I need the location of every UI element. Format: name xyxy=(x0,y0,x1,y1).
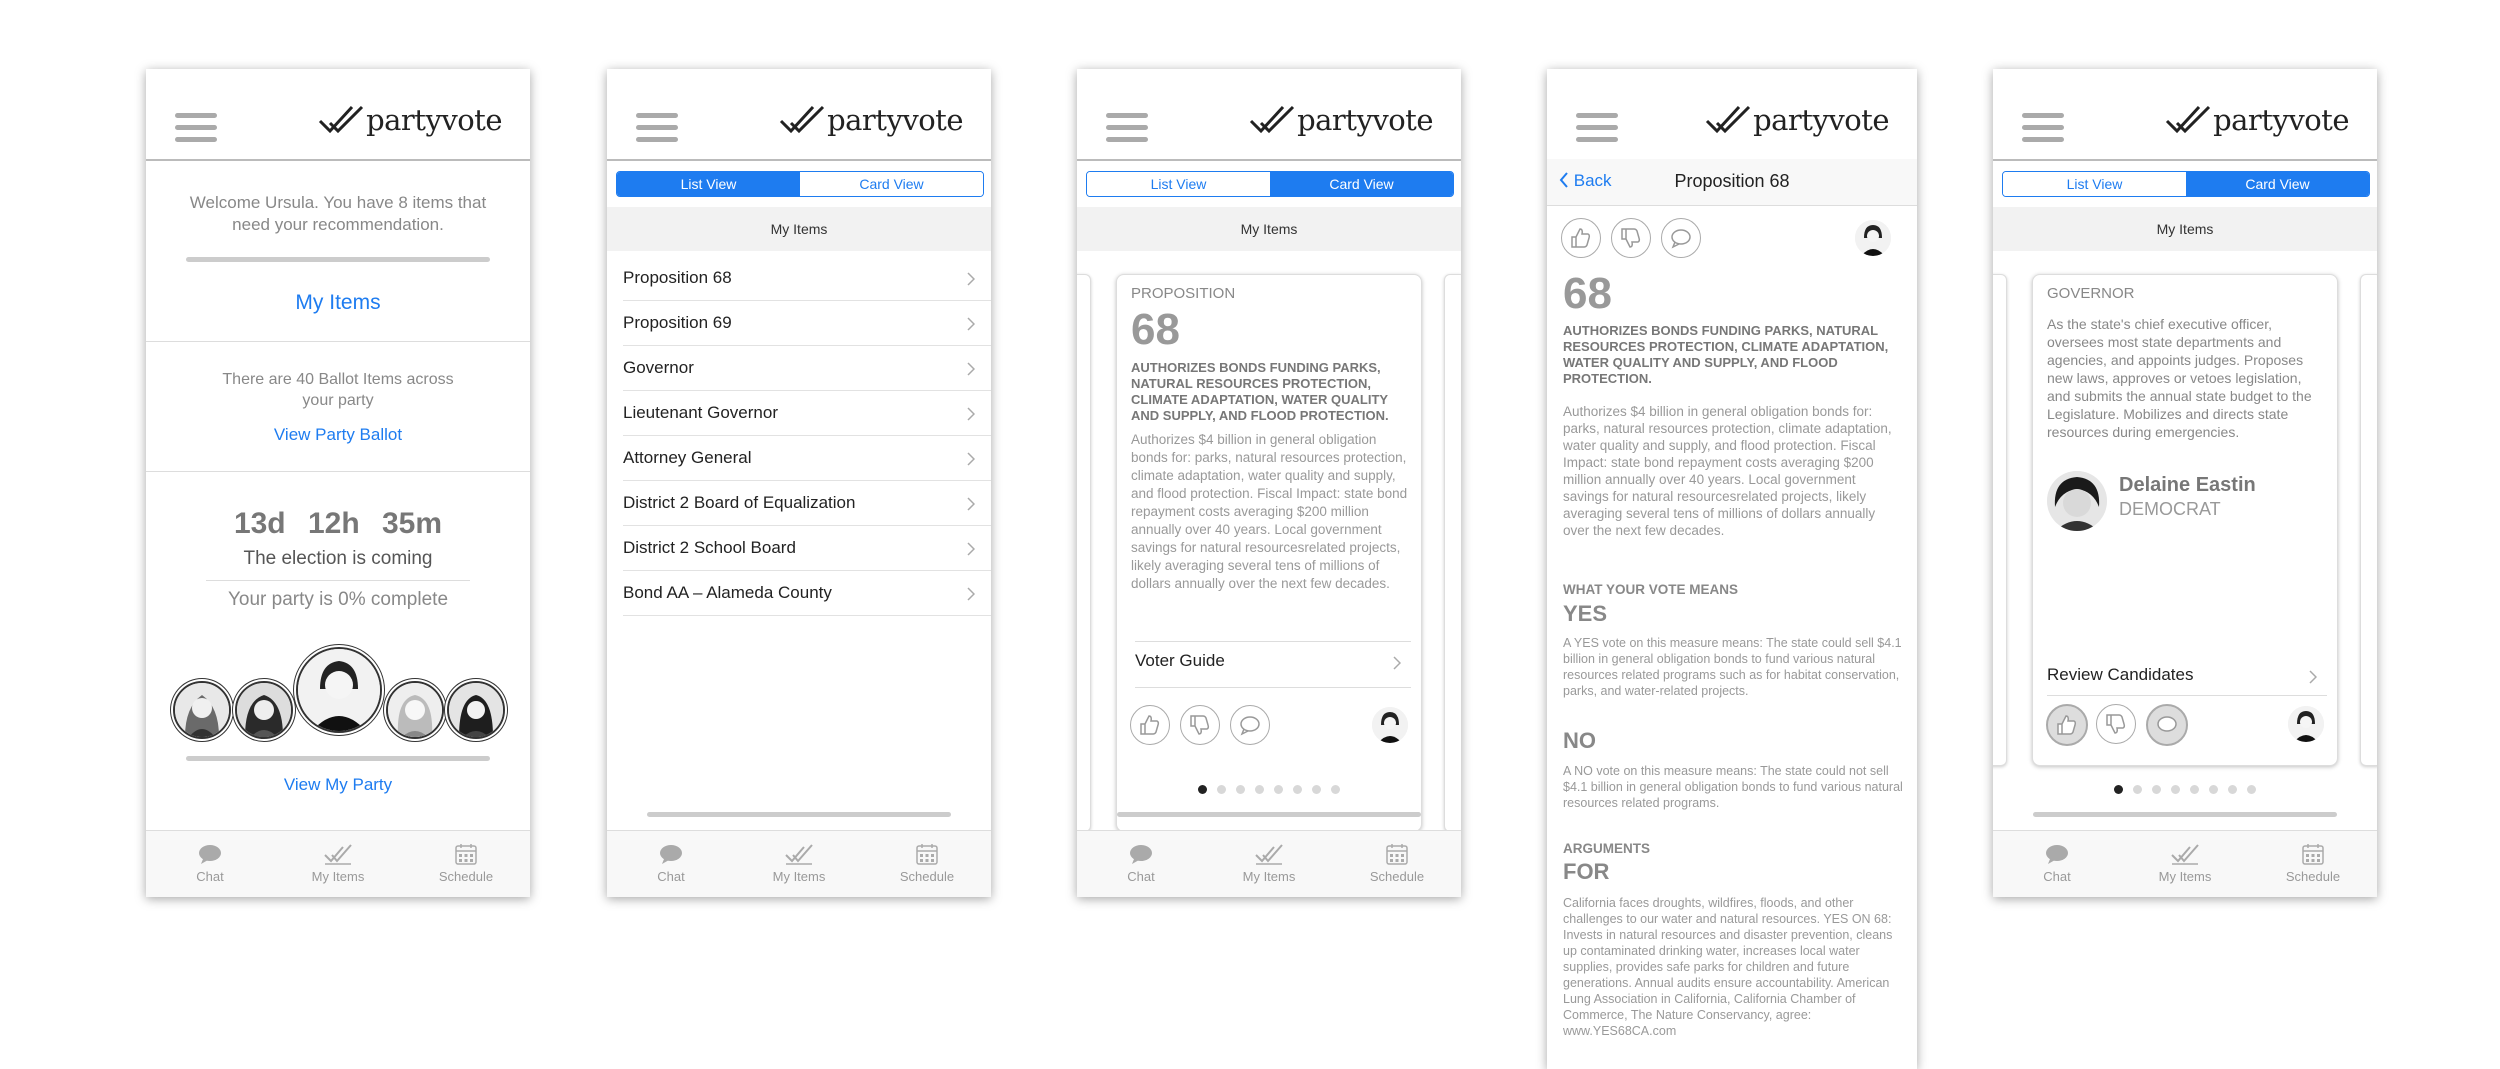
app-logo xyxy=(318,103,502,137)
tab-label: Chat xyxy=(2043,869,2071,884)
chat-bubble-icon xyxy=(658,843,684,865)
section-header: My Items xyxy=(1077,207,1461,251)
card-category: PROPOSITION xyxy=(1131,285,1236,302)
election-coming-text: The election is coming xyxy=(243,548,433,569)
person-portrait-icon xyxy=(2047,471,2107,531)
no-explanation: A NO vote on this measure means: The state could not sell $4.1 billion in general obligation bonds to fund various natural resources related programs. xyxy=(1563,764,1903,810)
countdown-timer: 13d 12h 35m xyxy=(233,507,443,540)
thumbs-up-icon xyxy=(2055,713,2079,737)
tab-bar xyxy=(607,830,991,897)
proposition-title: AUTHORIZES BONDS FUNDING PARKS, NATURAL RESOURCES PROTECTION, CLIMATE ADAPTATION, WATER QUALITY AND SUPPLY, AND FLOOD PROTECTION. xyxy=(1131,360,1389,423)
tab-bar xyxy=(146,830,530,897)
ballot-items-text: There are 40 Ballot Items across your party xyxy=(222,371,454,409)
chevron-right-icon xyxy=(967,407,975,421)
list-view-tab[interactable]: List View xyxy=(617,172,800,196)
chevron-right-icon xyxy=(967,272,975,286)
checkmark-logo-icon xyxy=(1705,103,1751,137)
divider xyxy=(2047,695,2327,696)
app-logo xyxy=(2165,103,2349,137)
list-view-tab[interactable]: List View xyxy=(2003,172,2186,196)
review-candidates-link[interactable]: Review Candidates xyxy=(2047,665,2194,684)
tab-my-items[interactable] xyxy=(1205,831,1333,897)
app-logo xyxy=(779,103,963,137)
chat-bubble-icon xyxy=(2044,843,2070,865)
tab-label: Chat xyxy=(657,869,685,884)
checkmark-logo-icon xyxy=(2165,103,2211,137)
person-portrait-icon xyxy=(2288,706,2324,742)
tab-chat[interactable] xyxy=(1077,831,1205,897)
brand-name: partyvote xyxy=(2213,103,2349,137)
page-indicator xyxy=(1077,781,1461,799)
proposition-summary: Authorizes $4 billion in general obligation bonds for: parks, natural resources protection, climate adaptation, water quality and supply, and flood protection. Fiscal Impact: state bond repayment costs averaging $200 million annually over 40 years. Local government savings for natural resourcesrelated projects, likely averaging several tens of millions of dollars annually over the next few decades. xyxy=(1131,432,1408,591)
comment-button[interactable] xyxy=(2146,704,2188,746)
list-item-label: District 2 School Board xyxy=(623,538,796,557)
thumbs-down-button[interactable] xyxy=(2096,704,2136,744)
person-portrait-icon xyxy=(1372,707,1408,743)
thumbs-up-button[interactable] xyxy=(2046,704,2088,746)
proposition-number: 68 xyxy=(1563,269,1612,318)
tab-chat[interactable] xyxy=(146,831,274,897)
person-portrait-icon xyxy=(388,683,442,737)
list-item-label: Bond AA – Alameda County xyxy=(623,583,832,602)
list-item-label: Proposition 68 xyxy=(623,268,732,287)
menu-icon[interactable] xyxy=(2022,113,2064,143)
app-header xyxy=(1547,69,1917,161)
list-item[interactable] xyxy=(623,256,991,301)
section-header: My Items xyxy=(607,207,991,251)
tab-label: My Items xyxy=(772,869,826,884)
comment-button[interactable] xyxy=(1661,218,1701,258)
avatar[interactable] xyxy=(235,681,293,739)
app-logo xyxy=(1705,103,1889,137)
for-heading: FOR xyxy=(1563,859,1610,884)
chevron-right-icon xyxy=(967,317,975,331)
checkmark-logo-icon xyxy=(1249,103,1295,137)
list-item[interactable] xyxy=(623,301,991,346)
voter-guide-link[interactable]: Voter Guide xyxy=(1135,651,1225,670)
welcome-message: Welcome Ursula. You have 8 items that need your recommendation. xyxy=(189,193,487,234)
list-item[interactable] xyxy=(623,571,991,616)
governor-card-screen xyxy=(1993,69,2377,897)
thumbs-up-button[interactable] xyxy=(1561,218,1601,258)
proposition-detail-screen xyxy=(1547,69,1917,1069)
person-portrait-icon xyxy=(298,649,380,731)
card-view-tab[interactable]: Card View xyxy=(1270,172,1453,196)
chevron-right-icon xyxy=(2309,670,2317,684)
ballot-check-icon xyxy=(2170,843,2200,865)
thumbs-down-button[interactable] xyxy=(1611,218,1651,258)
checkmark-logo-icon xyxy=(779,103,825,137)
avatar-selected[interactable] xyxy=(296,647,382,733)
tab-label: Schedule xyxy=(1369,869,1425,884)
tab-schedule[interactable] xyxy=(2249,831,2377,897)
view-toggle xyxy=(2002,171,2370,197)
section-heading: WHAT YOUR VOTE MEANS xyxy=(1563,582,1739,597)
brand-name: partyvote xyxy=(827,103,963,137)
list-item[interactable] xyxy=(623,436,991,481)
app-header xyxy=(607,69,991,161)
proposition-card xyxy=(1116,274,1422,832)
app-logo xyxy=(1249,103,1433,137)
list-view-tab[interactable]: List View xyxy=(1087,172,1270,196)
navigation-bar xyxy=(1547,159,1917,206)
list-item[interactable] xyxy=(623,346,991,391)
candidate-party: DEMOCRAT xyxy=(2119,499,2221,519)
tab-label: Chat xyxy=(196,869,224,884)
divider xyxy=(146,471,530,472)
tab-schedule[interactable] xyxy=(402,831,530,897)
comment-button[interactable] xyxy=(1230,705,1270,745)
page-indicator xyxy=(1993,781,2377,799)
list-item-label: Lieutenant Governor xyxy=(623,403,778,422)
list-view-screen xyxy=(607,69,991,897)
view-toggle xyxy=(616,171,984,197)
progress-bar xyxy=(186,756,490,761)
menu-icon[interactable] xyxy=(175,113,217,143)
user-avatar[interactable] xyxy=(2288,706,2324,742)
tab-schedule[interactable] xyxy=(863,831,991,897)
my-items-link[interactable]: My Items xyxy=(295,291,381,314)
comment-icon xyxy=(1669,226,1693,250)
calendar-icon xyxy=(454,843,478,865)
person-portrait-icon xyxy=(237,683,291,737)
page-title: Proposition 68 xyxy=(1674,171,1790,191)
thumbs-down-icon xyxy=(2104,712,2128,736)
app-header xyxy=(1077,69,1461,161)
thumbs-up-icon xyxy=(1138,713,1162,737)
calendar-icon xyxy=(915,843,939,865)
calendar-icon xyxy=(1385,843,1409,865)
menu-icon[interactable] xyxy=(636,113,678,143)
scroll-indicator xyxy=(1117,812,1421,817)
back-label: Back xyxy=(1573,171,1612,190)
divider xyxy=(1135,641,1411,642)
tab-schedule[interactable] xyxy=(1333,831,1461,897)
menu-icon[interactable] xyxy=(1106,113,1148,143)
yes-explanation: A YES vote on this measure means: The state could sell $4.1 billion in general obligation bonds to fund various natural resources related programs such as for habitat conservation, parks, and water-related projects. xyxy=(1563,636,1902,698)
governor-card xyxy=(2032,274,2338,766)
comment-icon xyxy=(1238,713,1262,737)
proposition-number: 68 xyxy=(1131,305,1180,354)
home-screen xyxy=(146,69,530,897)
avatar[interactable] xyxy=(447,681,505,739)
thumbs-down-icon xyxy=(1619,226,1643,250)
previous-card-peek[interactable] xyxy=(1993,274,2007,766)
list-item[interactable] xyxy=(623,526,991,571)
no-heading: NO xyxy=(1563,728,1596,753)
list-item[interactable] xyxy=(623,391,991,436)
chevron-right-icon xyxy=(967,452,975,466)
ballot-check-icon xyxy=(323,843,353,865)
divider xyxy=(146,341,530,342)
thumbs-up-button[interactable] xyxy=(1130,705,1170,745)
proposition-summary: Authorizes $4 billion in general obligation bonds for: parks, natural resources protection, climate adaptation, water quality and supply, and flood protection. Fiscal Impact: state bond repayment costs averaging $200 million annually over 40 years. Local government savings for natural resourcesrelated projects, likely averaging several tens of millions of dollars annually over the next few decades. xyxy=(1563,404,1892,538)
calendar-icon xyxy=(2301,843,2325,865)
view-party-ballot-link[interactable]: View Party Ballot xyxy=(273,425,403,444)
scroll-indicator xyxy=(647,812,951,817)
tab-label: Chat xyxy=(1127,869,1155,884)
comment-icon xyxy=(2155,713,2179,737)
brand-name: partyvote xyxy=(366,103,502,137)
card-view-tab[interactable]: Card View xyxy=(800,172,983,196)
tab-my-items[interactable] xyxy=(2121,831,2249,897)
checkmark-logo-icon xyxy=(318,103,364,137)
person-portrait-icon xyxy=(175,683,229,737)
thumbs-up-icon xyxy=(1569,226,1593,250)
section-heading: ARGUMENTS xyxy=(1563,841,1650,856)
avatar[interactable] xyxy=(386,681,444,739)
tab-label: Schedule xyxy=(438,869,494,884)
avatar[interactable] xyxy=(173,681,231,739)
progress-bar xyxy=(186,257,490,262)
scroll-indicator xyxy=(2033,812,2337,817)
card-view-tab[interactable]: Card View xyxy=(2186,172,2369,196)
section-header: My Items xyxy=(1993,207,2377,251)
list-item-label: Governor xyxy=(623,358,694,377)
ballot-check-icon xyxy=(784,843,814,865)
next-card-peek[interactable] xyxy=(1444,274,1461,832)
tab-chat[interactable] xyxy=(1993,831,2121,897)
brand-name: partyvote xyxy=(1297,103,1433,137)
tab-label: Schedule xyxy=(2285,869,2341,884)
card-category: GOVERNOR xyxy=(2047,285,2135,302)
app-header xyxy=(146,69,530,161)
tab-label: My Items xyxy=(2158,869,2212,884)
yes-heading: YES xyxy=(1563,601,1608,626)
list-item-label: District 2 Board of Equalization xyxy=(623,493,856,512)
divider xyxy=(206,580,470,581)
list-item-label: Proposition 69 xyxy=(623,313,732,332)
chevron-right-icon xyxy=(967,497,975,511)
chevron-right-icon xyxy=(967,362,975,376)
person-portrait-icon xyxy=(449,683,503,737)
candidate-photo[interactable] xyxy=(2047,471,2107,531)
tab-my-items[interactable] xyxy=(274,831,402,897)
app-header xyxy=(1993,69,2377,161)
menu-icon[interactable] xyxy=(1576,113,1618,143)
thumbs-down-icon xyxy=(1188,713,1212,737)
tab-my-items[interactable] xyxy=(735,831,863,897)
view-toggle xyxy=(1086,171,1454,197)
ballot-check-icon xyxy=(1254,843,1284,865)
person-portrait-icon xyxy=(1855,220,1891,256)
candidate-name: Delaine Eastin xyxy=(2119,474,2256,496)
tab-bar xyxy=(1993,830,2377,897)
view-my-party-link[interactable]: View My Party xyxy=(283,775,393,794)
list-item-label: Attorney General xyxy=(623,448,752,467)
chevron-right-icon xyxy=(967,587,975,601)
card-view-screen xyxy=(1077,69,1461,897)
thumbs-down-button[interactable] xyxy=(1180,705,1220,745)
office-description: As the state's chief executive officer, oversees most state departments and agencies, and appoints judges. Proposes new laws, approves or vetoes legislation, and submits the annual state budget to the Legislature. Mobilizes and directs state resources during emergencies. xyxy=(2047,316,2312,440)
brand-name: partyvote xyxy=(1753,103,1889,137)
arguments-for-text: California faces droughts, wildfires, floods, and other challenges to our water and natural resources. YES ON 68: Invests in natural resources and disaster prevention, cleans up contaminated drinking water, increases local water supplies, provides safe parks for children and future generations. Annual audits ensure accountability. American Lung Association in California, California Chamber of Commerce, The Nature Conservancy, agree: www.YES68CA.com xyxy=(1563,896,1893,1038)
user-avatar[interactable] xyxy=(1372,707,1408,743)
chat-bubble-icon xyxy=(1128,843,1154,865)
list-item[interactable] xyxy=(623,481,991,526)
next-card-peek[interactable] xyxy=(2360,274,2377,766)
tab-chat[interactable] xyxy=(607,831,735,897)
previous-card-peek[interactable] xyxy=(1077,274,1091,832)
tab-label: My Items xyxy=(1242,869,1296,884)
user-avatar[interactable] xyxy=(1855,220,1891,256)
tab-label: Schedule xyxy=(899,869,955,884)
chevron-right-icon xyxy=(1393,656,1401,670)
chevron-right-icon xyxy=(967,542,975,556)
proposition-title: AUTHORIZES BONDS FUNDING PARKS, NATURAL RESOURCES PROTECTION, CLIMATE ADAPTATION, WATER QUALITY AND SUPPLY, AND FLOOD PROTECTION. xyxy=(1563,323,1889,386)
divider xyxy=(1135,687,1411,688)
tab-label: My Items xyxy=(311,869,365,884)
party-progress-text: Your party is 0% complete xyxy=(227,589,449,610)
chat-bubble-icon xyxy=(197,843,223,865)
tab-bar xyxy=(1077,830,1461,897)
